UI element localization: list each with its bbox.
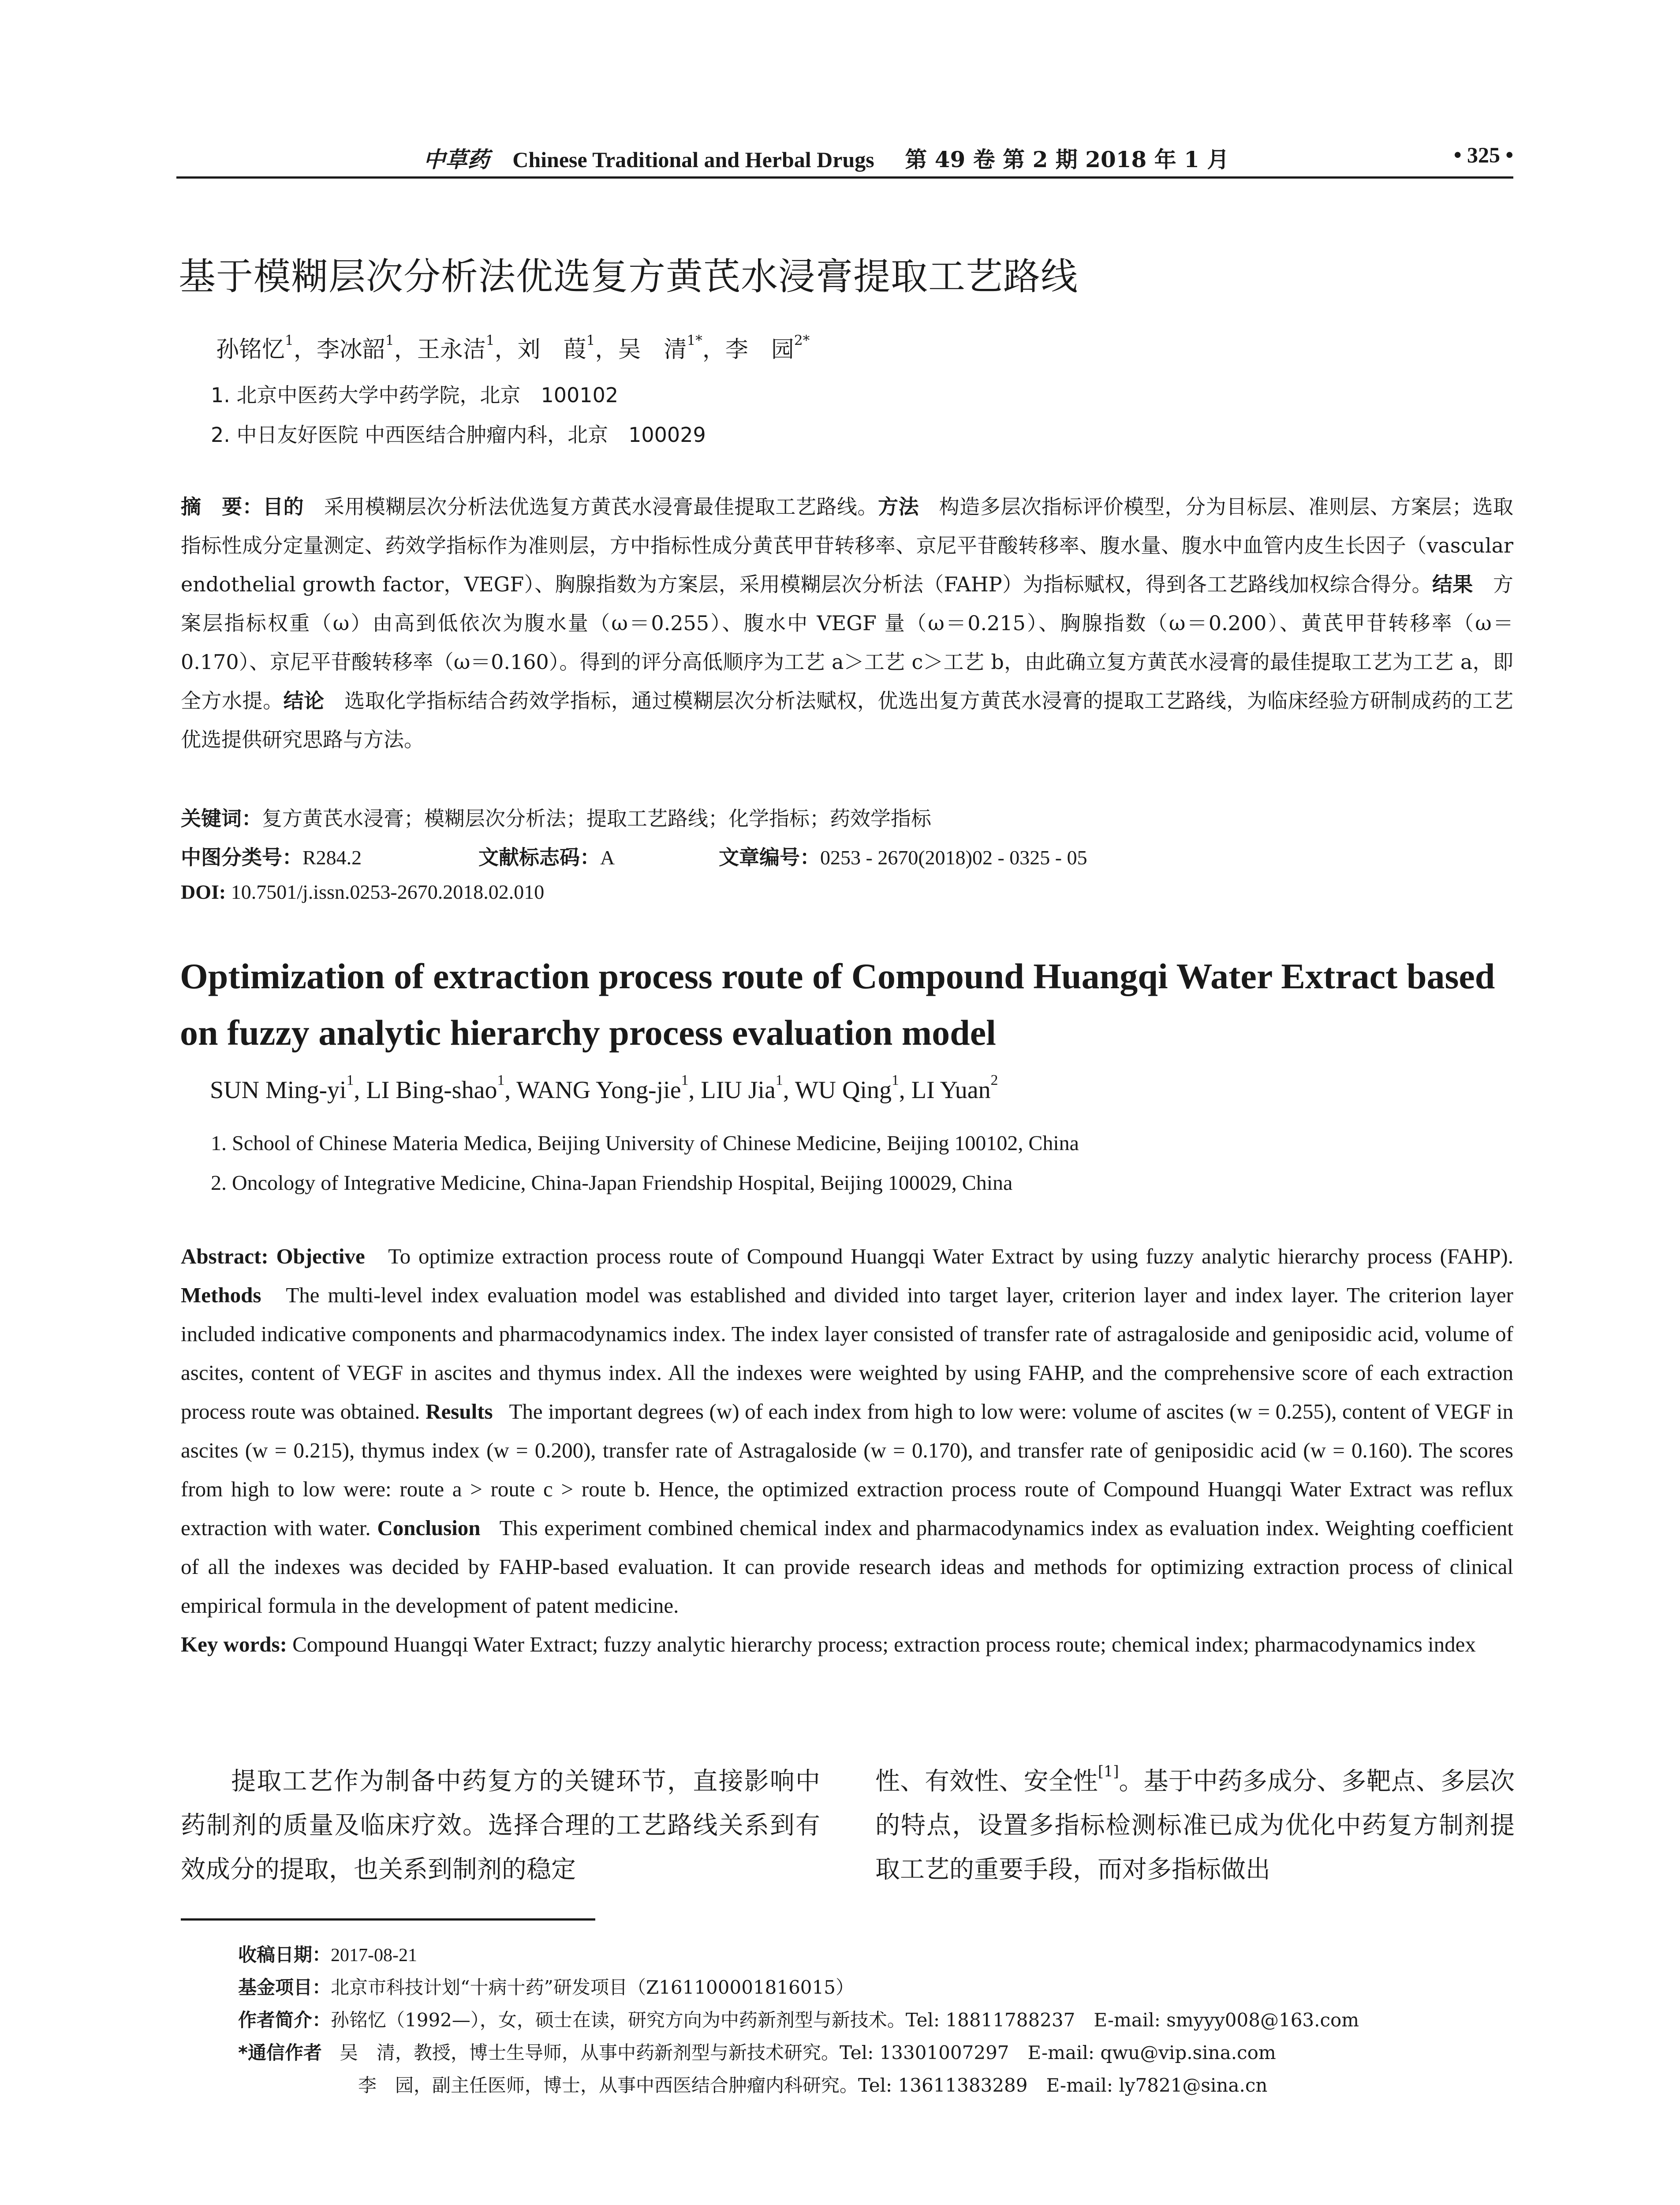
- objective-label-en: Objective: [276, 1244, 365, 1268]
- body-column-right: [875, 1760, 1515, 1892]
- results-label-en: Results: [426, 1399, 493, 1424]
- article-title-en: Optimization of extraction process route of Compound Huangqi Water Extract based on fuzzy analytic hierarchy process evaluation model: [180, 956, 1495, 1053]
- article-number: [719, 841, 1087, 871]
- affiliation-cn-2: 2. 中日友好医院 中西医结合肿瘤内科，北京 100029: [211, 423, 706, 447]
- doi-line: [181, 880, 544, 904]
- affiliation-en-1: 1. School of Chinese Materia Medica, Beijing University of Chinese Medicine, Beijing 100102, China: [211, 1132, 1079, 1155]
- authors-en: SUN Ming-$yi^1$, LI Bing-shao$^1$, WANG Yong-jie$^1$, LIU Jia$^1$, WU Qing$^1$, LI Yuan$^2$: [210, 1072, 998, 1104]
- journal-name-cn: 中草药: [423, 146, 489, 172]
- fund-label: 基金项目：: [238, 1977, 331, 1998]
- footnote-fund: [238, 1973, 854, 1999]
- citation-ref[interactable]: [1]: [1098, 1762, 1119, 1780]
- classification-line: [181, 841, 362, 871]
- methods-en: The multi-level index evaluation model was established and divided into target layer, criterion layer and index layer. The criterion layer included indicative components and pharmacodynamics index. The index layer consisted of transfer rate of astragaloside and geniposidic acid, volume of ascites, content of VEGF in ascites and thymus index. All the indexes were weighted by using FAHP, and the comprehensive score of each extraction process route was obtained.: [181, 1283, 1513, 1424]
- page-number: • 325 •: [1453, 142, 1513, 167]
- keywords-en: Compound Huangqi Water Extract; fuzzy analytic hierarchy process; extraction process route; chemical index; pharmacodynamics index: [292, 1632, 1476, 1656]
- body-left-text: 提取工艺作为制备中药复方的关键环节，直接影响中药制剂的质量及临床疗效。选择合理的工艺路线关系到有效成分的提取，也关系到制剂的稳定: [181, 1767, 820, 1884]
- affiliation-en-2: 2. Oncology of Integrative Medicine, China-Japan Friendship Hospital, Beijing 100029, China: [211, 1171, 1013, 1195]
- body-right-text-a: 性、有效性、安全性: [875, 1767, 1098, 1796]
- doi-label: DOI:: [181, 881, 226, 903]
- objective-label-cn: 目的: [263, 495, 304, 519]
- author-value: 孙铭忆（1992—），女，硕士在读，研究方向为中药新剂型与新技术。Tel: 18811788237 E-mail: smyyy008@163.com: [331, 2009, 1359, 2031]
- footnote-received: [238, 1940, 417, 1967]
- authors-cn: 孙铭忆$^1$，李冰韶$^1$，王永洁$^1$，刘 葭$^1$，吴 清$^{1*}$，李 园$^{2*}$: [216, 332, 810, 363]
- abstract-cn: [181, 487, 1513, 759]
- objective-en: To optimize extraction process route of Compound Huangqi Water Extract by using fuzzy analytic hierarchy process (FAHP).: [388, 1244, 1513, 1268]
- keywords-label-en: Key words:: [181, 1632, 287, 1656]
- results-label-cn: 结果: [1432, 572, 1473, 596]
- footnote-corresponding: [238, 2038, 1276, 2065]
- footnote-corresponding-2: 李 园，副主任医师，博士，从事中西医结合肿瘤内科研究。Tel: 13611383289 E-mail: ly7821@sina.cn: [358, 2074, 1268, 2096]
- author-label: 作者简介：: [238, 2009, 331, 2031]
- corr-value-1: 吴 清，教授，博士生导师，从事中药新剂型与新技术研究。Tel: 13301007297 E-mail: qwu@vip.sina.com: [340, 2042, 1276, 2063]
- doc-label: 文献标志码：: [478, 845, 600, 869]
- header-rule: [176, 176, 1513, 179]
- received-label: 收稿日期：: [238, 1944, 331, 1966]
- article-label: 文章编号：: [719, 845, 820, 869]
- fund-value: 北京市科技计划“十病十药”研发项目（Z161100001816015）: [331, 1977, 854, 1998]
- clc-label: 中图分类号：: [181, 845, 302, 869]
- keywords-label-cn: 关键词：: [181, 807, 262, 830]
- results-cn: 方案层指标权重（ω）由高到低依次为腹水量（ω＝0.255）、腹水中 VEGF 量（ω＝0.215）、胸腺指数（ω＝0.200）、黄芪甲苷转移率（ω＝0.170）、京尼平苷酸转移率（ω＝0.160）。得到的评分高低顺序为工艺 a＞工艺 c＞工艺 b，由此确立复方黄芪水浸膏的最佳提取工艺为工艺 a，即全方水提。: [181, 572, 1513, 713]
- body-right-text-b: 。基于中药多成分、多靶点、多层次的特点，设置多指标检测标准已成为优化中药复方制剂提取工艺的重要手段，而对多指标做出: [875, 1767, 1515, 1884]
- methods-label-cn: 方法: [878, 495, 919, 519]
- methods-label-en: Methods: [181, 1283, 261, 1307]
- received-value: 2017-08-21: [331, 1945, 417, 1966]
- body-column-left: [181, 1760, 820, 1892]
- doi-value[interactable]: 10.7501/j.issn.0253-2670.2018.02.010: [231, 881, 545, 903]
- journal-issue: 第 49 卷 第 2 期 2018 年 1 月: [905, 146, 1229, 172]
- doc-code: [478, 841, 615, 871]
- corr-label: *通信作者: [238, 2042, 322, 2063]
- keywords-cn: [181, 803, 931, 832]
- footnote-rule: [181, 1918, 595, 1921]
- affiliation-cn-1: 1. 北京中医药大学中药学院，北京 100102: [211, 383, 619, 407]
- abstract-label-cn: 摘 要：: [181, 495, 263, 519]
- article-title-cn: 基于模糊层次分析法优选复方黄芪水浸膏提取工艺路线: [179, 255, 1079, 298]
- abstract-label-en: Abstract:: [181, 1244, 269, 1268]
- conclusion-label-cn: 结论: [283, 689, 325, 713]
- running-header: [176, 142, 1513, 177]
- methods-cn: 构造多层次指标评价模型，分为目标层、准则层、方案层；选取指标性成分定量测定、药效学指标作为准则层，方中指标性成分黄芪甲苷转移率、京尼平苷酸转移率、腹水量、腹水中血管内皮生长因子（vascular endothelial growth factor，VEGF）、胸腺指数为方案层，采用模糊层次分析法（FAHP）为指标赋权，得到各工艺路线加权综合得分。: [181, 495, 1514, 596]
- conclusion-cn: 选取化学指标结合药效学指标，通过模糊层次分析法赋权，优选出复方黄芪水浸膏的提取工艺路线，为临床经验方研制成药的工艺优选提供研究思路与方法。: [181, 689, 1514, 751]
- journal-line: [423, 142, 1229, 174]
- conclusion-en: This experiment combined chemical index and pharmacodynamics index as evaluation index. Weighting coefficient of all the indexes was decided by FAHP-based evaluation. It can provide research ideas and methods for optimizing extraction process of clinical empirical formula in the development of patent medicine.: [181, 1516, 1514, 1618]
- abstract-en: [181, 1237, 1513, 1664]
- article-value: 0253 - 2670(2018)02 - 0325 - 05: [820, 846, 1087, 869]
- journal-name-en: Chinese Traditional and Herbal Drugs: [512, 147, 874, 172]
- footnote-author: [238, 2006, 1359, 2032]
- keywords-value-cn: 复方黄芪水浸膏；模糊层次分析法；提取工艺路线；化学指标；药效学指标: [262, 807, 931, 830]
- doc-value: A: [600, 846, 615, 869]
- results-en: The important degrees (w) of each index from high to low were: volume of ascites (w = 0.255), content of VEGF in ascites (w = 0.215), thymus index (w = 0.200), transfer rate of Astragaloside (w = 0.170), and transfer rate of geniposidic acid (w = 0.160). The scores from high to low were: route a > route c > route b. Hence, the optimized extraction process route of Compound Huangqi Water Extract was reflux extraction with water.: [181, 1399, 1514, 1540]
- objective-cn: 采用模糊层次分析法优选复方黄芪水浸膏最佳提取工艺路线。: [324, 495, 878, 519]
- conclusion-label-en: Conclusion: [377, 1516, 481, 1540]
- clc-value: R284.2: [302, 846, 362, 869]
